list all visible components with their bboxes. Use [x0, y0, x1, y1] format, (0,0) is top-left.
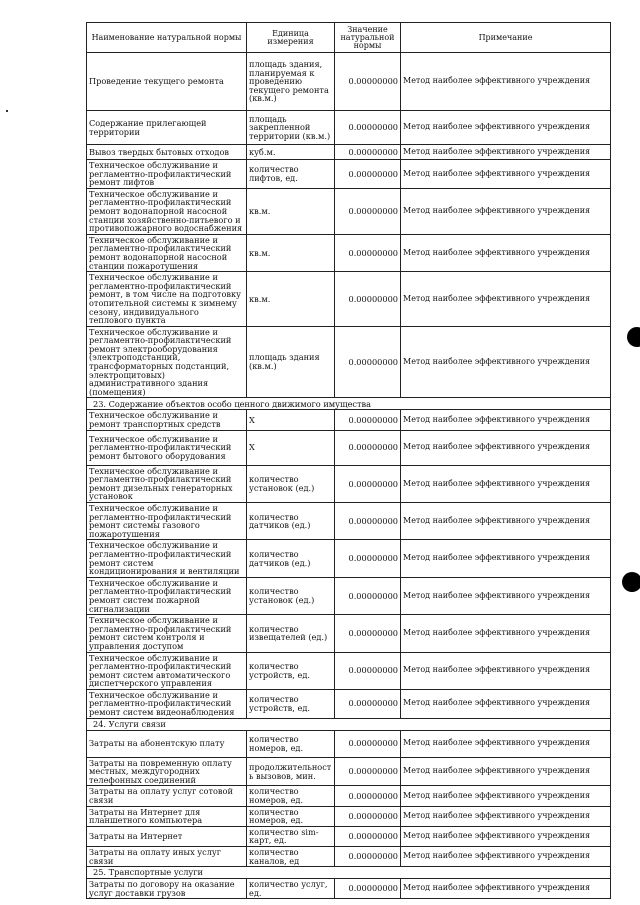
unit-cell: количество датчиков (ед.)	[247, 503, 335, 540]
value-cell: 0.00000000	[335, 326, 401, 398]
norm-name-cell: Содержание прилегающей территории	[87, 111, 247, 145]
punch-hole	[627, 327, 640, 347]
note-cell: Метод наиболее эффективного учреждения	[401, 540, 611, 577]
unit-cell: кв.м.	[247, 188, 335, 234]
note-cell: Метод наиболее эффективного учреждения	[401, 111, 611, 145]
table-row	[87, 577, 611, 614]
value-cell: 0.00000000	[335, 145, 401, 160]
value-cell: 0.00000000	[335, 615, 401, 652]
norm-name-cell: Техническое обслуживание и регламентно-профилактический ремонт дизельных генераторных установок	[87, 465, 247, 502]
note-cell: Метод наиболее эффективного учреждения	[401, 652, 611, 689]
section-row	[87, 718, 611, 730]
table-row	[87, 826, 611, 846]
note-cell: Метод наиболее эффективного учреждения	[401, 730, 611, 757]
unit-cell: количество каналов, ед	[247, 847, 335, 867]
norm-name-cell: Техническое обслуживание и регламентно-профилактический ремонт систем контроля и управления доступом	[87, 615, 247, 652]
norm-name-cell: Проведение текущего ремонта	[87, 53, 247, 111]
table-row	[87, 879, 611, 899]
header-name: Наименование натуральной нормы	[87, 23, 247, 53]
unit-cell: кв.м.	[247, 272, 335, 327]
unit-cell: кв.м.	[247, 234, 335, 271]
note-cell: Метод наиболее эффективного учреждения	[401, 806, 611, 826]
table-row	[87, 465, 611, 502]
header-unit: Единица измерения	[247, 23, 335, 53]
note-cell: Метод наиболее эффективного учреждения	[401, 188, 611, 234]
unit-cell: площадь закрепленной территории (кв.м.)	[247, 111, 335, 145]
table-row	[87, 503, 611, 540]
unit-cell: количество sim-карт, ед.	[247, 826, 335, 846]
header-value: Значение натуральной нормы	[335, 23, 401, 53]
table-row	[87, 234, 611, 271]
note-cell: Метод наиболее эффективного учреждения	[401, 326, 611, 398]
table-row	[87, 615, 611, 652]
unit-cell: продолжительность вызовов, мин.	[247, 757, 335, 786]
note-cell: Метод наиболее эффективного учреждения	[401, 465, 611, 502]
value-cell: 0.00000000	[335, 577, 401, 614]
table-row	[87, 757, 611, 786]
note-cell: Метод наиболее эффективного учреждения	[401, 272, 611, 327]
unit-cell: количество услуг, ед.	[247, 879, 335, 899]
unit-cell: количество установок (ед.)	[247, 577, 335, 614]
note-cell: Метод наиболее эффективного учреждения	[401, 577, 611, 614]
note-cell: Метод наиболее эффективного учреждения	[401, 145, 611, 160]
section-row	[87, 867, 611, 879]
section-title: 25. Транспортные услуги	[87, 867, 611, 879]
unit-cell: количество номеров, ед.	[247, 786, 335, 806]
unit-cell: количество устройств, ед.	[247, 652, 335, 689]
unit-cell: количество устройств, ед.	[247, 689, 335, 718]
norm-name-cell: Техническое обслуживание и регламентно-профилактический ремонт систем кондиционирования и вентиляции	[87, 540, 247, 577]
note-cell: Метод наиболее эффективного учреждения	[401, 847, 611, 867]
note-cell: Метод наиболее эффективного учреждения	[401, 689, 611, 718]
norm-name-cell: Затраты на Интернет для планшетного компьютера	[87, 806, 247, 826]
norm-name-cell: Техническое обслуживание и регламентно-профилактический ремонт, в том числе на подготовку отопительной системы к зимнему сезону, индивидуального теплового пункта	[87, 272, 247, 327]
norm-name-cell: Затраты на повременную оплату местных, междугородних телефонных соединений	[87, 757, 247, 786]
unit-cell: X	[247, 430, 335, 465]
unit-cell: количество номеров, ед.	[247, 806, 335, 826]
table-row	[87, 410, 611, 430]
norm-name-cell: Затраты на абонентскую плату	[87, 730, 247, 757]
note-cell: Метод наиболее эффективного учреждения	[401, 786, 611, 806]
table-row	[87, 160, 611, 189]
note-cell: Метод наиболее эффективного учреждения	[401, 757, 611, 786]
norm-name-cell: Затраты на оплату иных услуг связи	[87, 847, 247, 867]
table-row	[87, 188, 611, 234]
table-row	[87, 786, 611, 806]
note-cell: Метод наиболее эффективного учреждения	[401, 503, 611, 540]
value-cell: 0.00000000	[335, 503, 401, 540]
norm-name-cell: Техническое обслуживание и регламентно-профилактический ремонт системы газового пожаротушения	[87, 503, 247, 540]
scan-speck	[6, 110, 8, 112]
norm-name-cell: Затраты по договору на оказание услуг доставки грузов	[87, 879, 247, 899]
table-row	[87, 111, 611, 145]
unit-cell: количество лифтов, ед.	[247, 160, 335, 189]
table-row	[87, 847, 611, 867]
value-cell: 0.00000000	[335, 730, 401, 757]
unit-cell: площадь здания, планируемая к проведению текущего ремонта (кв.м.)	[247, 53, 335, 111]
value-cell: 0.00000000	[335, 160, 401, 189]
unit-cell: X	[247, 410, 335, 430]
note-cell: Метод наиболее эффективного учреждения	[401, 430, 611, 465]
value-cell: 0.00000000	[335, 757, 401, 786]
value-cell: 0.00000000	[335, 272, 401, 327]
note-cell: Метод наиболее эффективного учреждения	[401, 160, 611, 189]
note-cell: Метод наиболее эффективного учреждения	[401, 879, 611, 899]
value-cell: 0.00000000	[335, 879, 401, 899]
table-row	[87, 689, 611, 718]
value-cell: 0.00000000	[335, 806, 401, 826]
value-cell: 0.00000000	[335, 188, 401, 234]
norm-name-cell: Техническое обслуживание и регламентно-профилактический ремонт водонапорной насосной станции хозяйственно-питьевого и противопожарного водоснабжения	[87, 188, 247, 234]
table-body	[87, 53, 611, 899]
norm-name-cell: Затраты на оплату услуг сотовой связи	[87, 786, 247, 806]
table-header-row	[87, 23, 611, 53]
value-cell: 0.00000000	[335, 826, 401, 846]
norm-name-cell: Техническое обслуживание и регламентно-профилактический ремонт бытового оборудования	[87, 430, 247, 465]
value-cell: 0.00000000	[335, 111, 401, 145]
norm-name-cell: Техническое обслуживание и регламентно-профилактический ремонт систем автоматического диспетчерского управления	[87, 652, 247, 689]
value-cell: 0.00000000	[335, 786, 401, 806]
value-cell: 0.00000000	[335, 652, 401, 689]
norm-name-cell: Затраты на Интернет	[87, 826, 247, 846]
note-cell: Метод наиболее эффективного учреждения	[401, 826, 611, 846]
norm-name-cell: Техническое обслуживание и регламентно-профилактический ремонт систем видеонаблюдения	[87, 689, 247, 718]
table-row	[87, 430, 611, 465]
table-row	[87, 145, 611, 160]
value-cell: 0.00000000	[335, 430, 401, 465]
header-note: Примечание	[401, 23, 611, 53]
unit-cell: количество установок (ед.)	[247, 465, 335, 502]
table-row	[87, 53, 611, 111]
unit-cell: площадь здания (кв.м.)	[247, 326, 335, 398]
table-row	[87, 272, 611, 327]
norm-name-cell: Техническое обслуживание и регламентно-профилактический ремонт лифтов	[87, 160, 247, 189]
table-row	[87, 806, 611, 826]
section-title: 24. Услуги связи	[87, 718, 611, 730]
value-cell: 0.00000000	[335, 410, 401, 430]
table-row	[87, 652, 611, 689]
section-row	[87, 398, 611, 410]
section-title: 23. Содержание объектов особо ценного движимого имущества	[87, 398, 611, 410]
value-cell: 0.00000000	[335, 847, 401, 867]
note-cell: Метод наиболее эффективного учреждения	[401, 234, 611, 271]
unit-cell: количество извещателей (ед.)	[247, 615, 335, 652]
norm-name-cell: Техническое обслуживание и регламентно-профилактический ремонт водонапорной насосной станции пожаротушения	[87, 234, 247, 271]
punch-hole	[622, 572, 640, 592]
natural-norms-table	[86, 22, 611, 899]
norms-table-page	[86, 22, 610, 899]
norm-name-cell: Техническое обслуживание и регламентно-профилактический ремонт систем пожарной сигнализации	[87, 577, 247, 614]
unit-cell: куб.м.	[247, 145, 335, 160]
value-cell: 0.00000000	[335, 540, 401, 577]
norm-name-cell: Вывоз твердых бытовых отходов	[87, 145, 247, 160]
value-cell: 0.00000000	[335, 53, 401, 111]
note-cell: Метод наиболее эффективного учреждения	[401, 53, 611, 111]
unit-cell: количество датчиков (ед.)	[247, 540, 335, 577]
norm-name-cell: Техническое обслуживание и регламентно-профилактический ремонт электрооборудования (электроподстанций, трансформаторных подстанций, электрощитовых) административного здания (помещения)	[87, 326, 247, 398]
table-row	[87, 730, 611, 757]
note-cell: Метод наиболее эффективного учреждения	[401, 615, 611, 652]
value-cell: 0.00000000	[335, 234, 401, 271]
value-cell: 0.00000000	[335, 689, 401, 718]
table-row	[87, 326, 611, 398]
table-row	[87, 540, 611, 577]
note-cell: Метод наиболее эффективного учреждения	[401, 410, 611, 430]
value-cell: 0.00000000	[335, 465, 401, 502]
norm-name-cell: Техническое обслуживание и ремонт транспортных средств	[87, 410, 247, 430]
unit-cell: количество номеров, ед.	[247, 730, 335, 757]
